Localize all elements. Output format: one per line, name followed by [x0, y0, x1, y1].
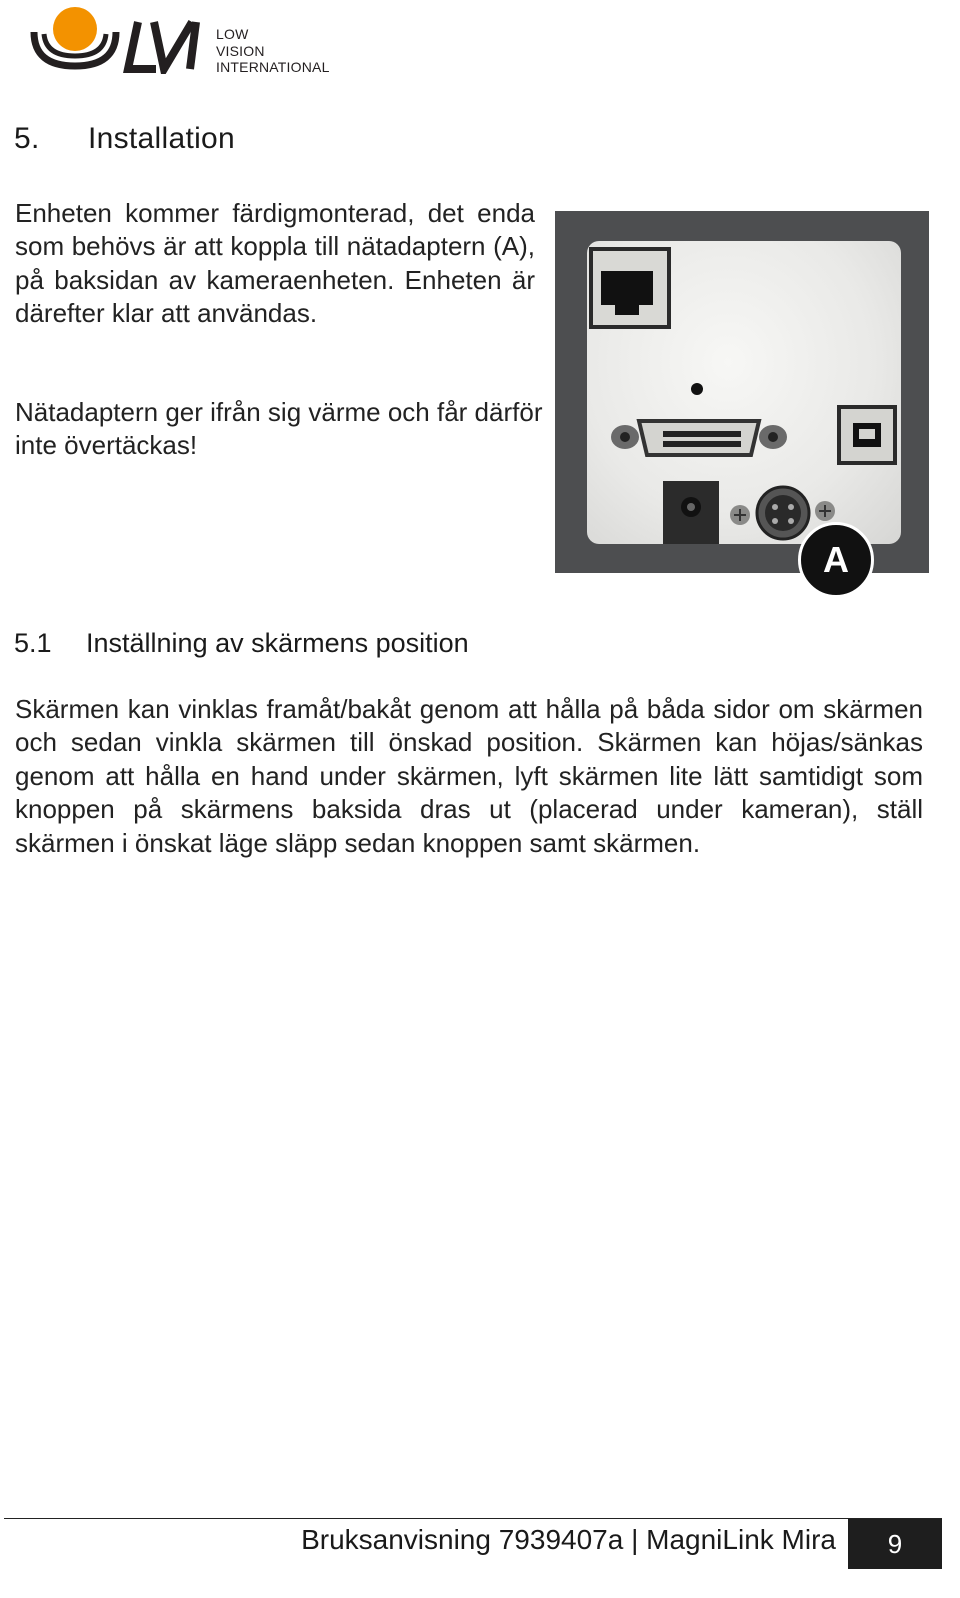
logo-line-vision: VISION [216, 42, 265, 59]
logo-text [216, 26, 330, 76]
subsection-title: Inställning av skärmens position [86, 628, 469, 658]
section-paragraph-2: Nätadaptern ger ifrån sig värme och får därför inte övertäckas! [15, 397, 543, 461]
footer-divider [4, 1518, 942, 1519]
section-number: 5. [14, 122, 40, 155]
page-number: 9 [848, 1519, 942, 1569]
section-paragraph-1: Enheten kommer färdigmonterad, det enda som behövs är att koppla till nätadaptern (A), på baksidan av kameraenheten. Enheten är därefter klar att användas. [15, 198, 535, 329]
subsection-paragraph: Skärmen kan vinklas framåt/bakåt genom att hålla på båda sidor om skärmen och sedan vinkla skärmen till önskad position. Skärmen kan höjas/sänkas genom att hålla en hand under skärmen, lyft skärmen lite lätt samtidigt som knoppen på skärmens baksida dras ut (placerad under kameran), ställ skärmen i önskat läge släpp sedan knoppen samt skärmen. [15, 694, 923, 858]
subsection-heading [14, 628, 469, 659]
connector-panel [587, 241, 901, 544]
logo-line-international: INTERNATIONAL [216, 59, 330, 75]
device-back-photo [555, 211, 929, 573]
callout-badge-a: A [798, 522, 874, 598]
section-heading [14, 122, 235, 156]
logo-line-low: LOW [216, 26, 249, 42]
lvi-logo-mark [30, 4, 210, 74]
subsection-number: 5.1 [14, 628, 52, 658]
section-title: Installation [88, 122, 236, 155]
footer-document-title: Bruksanvisning 7939407a | MagniLink Mira [301, 1524, 836, 1555]
connector-ports-illustration [587, 241, 901, 544]
lvi-logo [30, 4, 340, 74]
